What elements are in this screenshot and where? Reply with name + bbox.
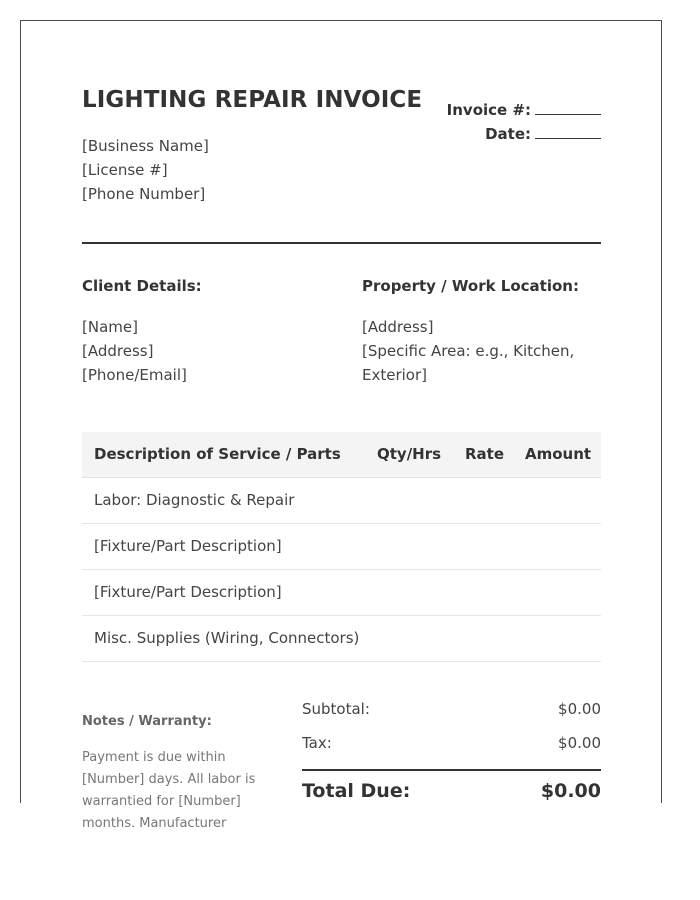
row-description: Misc. Supplies (Wiring, Connectors) — [94, 629, 360, 647]
property-area: [Specific Area: e.g., Kitchen, Exterior] — [362, 342, 575, 384]
client-contact: [Phone/Email] — [82, 366, 187, 384]
invoice-number-row — [447, 101, 601, 119]
col-amount-header: Amount — [525, 445, 592, 463]
total-due-label: Total Due: — [302, 780, 411, 802]
col-description-header: Description of Service / Parts — [94, 445, 341, 463]
phone-number: [Phone Number] — [82, 185, 206, 203]
invoice-page — [20, 20, 662, 831]
client-name: [Name] — [82, 318, 138, 336]
col-rate-header: Rate — [465, 445, 505, 463]
property-heading: Property / Work Location: — [362, 277, 579, 295]
client-details-heading: Client Details: — [82, 277, 202, 295]
tax-value: $0.00 — [558, 734, 601, 752]
table-row — [82, 570, 601, 616]
subtotal-label: Subtotal: — [302, 700, 370, 718]
property-details — [362, 315, 592, 387]
total-divider — [302, 769, 601, 771]
invoice-title: LIGHTING REPAIR INVOICE — [82, 87, 423, 113]
property-address: [Address] — [362, 318, 434, 336]
date-row — [485, 125, 601, 143]
row-description: [Fixture/Part Description] — [94, 583, 282, 601]
table-row — [82, 616, 601, 662]
tax-label: Tax: — [302, 734, 332, 752]
date-label: Date: — [485, 125, 531, 143]
client-address: [Address] — [82, 342, 154, 360]
total-due-value: $0.00 — [540, 780, 601, 802]
invoice-number-label: Invoice #: — [446, 101, 531, 119]
col-qty-header: Qty/Hrs — [377, 445, 442, 463]
table-row — [82, 478, 601, 524]
row-description: [Fixture/Part Description] — [94, 537, 282, 555]
header-divider — [82, 242, 601, 244]
notes-heading: Notes / Warranty: — [82, 714, 212, 729]
row-description: Labor: Diagnostic & Repair — [94, 491, 295, 509]
notes-text: Payment is due within [Number] days. All labor is warrantied for [Number] months. Manufacturer — [82, 750, 256, 831]
table-row — [82, 524, 601, 570]
items-table-header — [82, 432, 601, 478]
invoice-number-blank[interactable] — [535, 102, 601, 115]
subtotal-value: $0.00 — [558, 700, 601, 718]
business-name: [Business Name] — [82, 137, 209, 155]
date-blank[interactable] — [535, 126, 601, 139]
license-number: [License #] — [82, 161, 168, 179]
